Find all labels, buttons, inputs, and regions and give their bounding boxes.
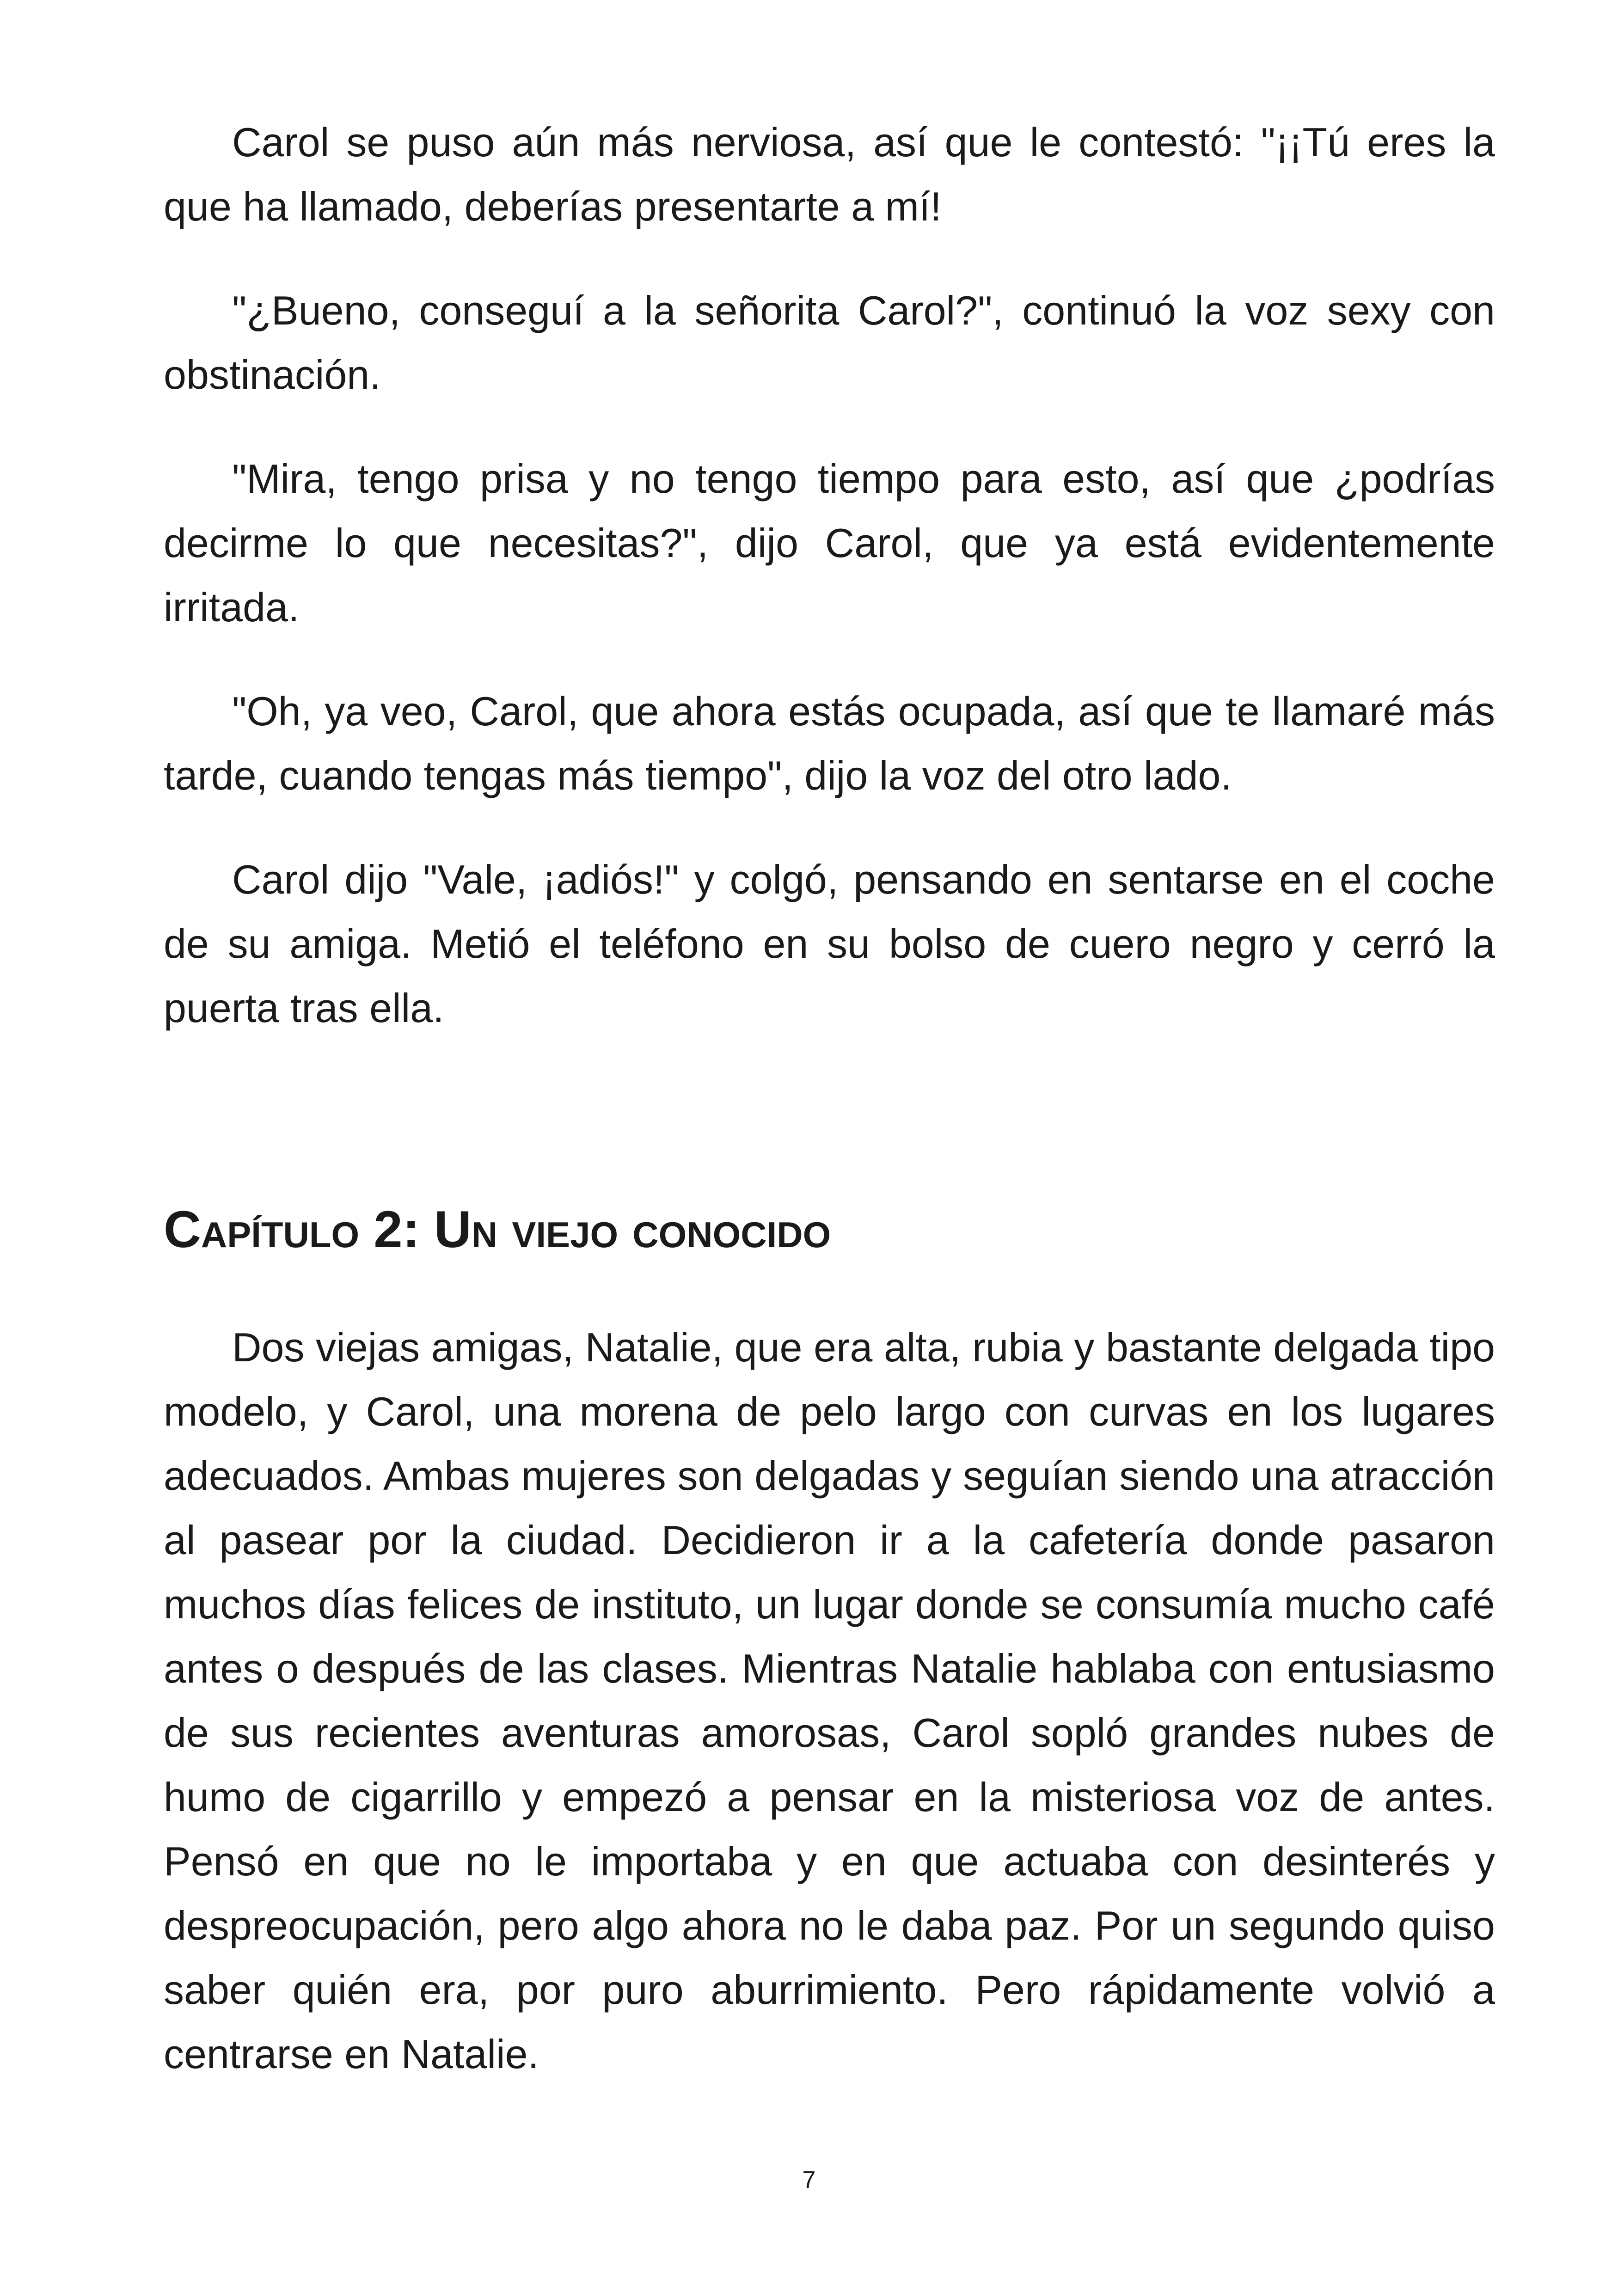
- chapter-paragraph: Dos viejas amigas, Natalie, que era alta, rubia y bastante delgada tipo modelo, y Carol, una morena de pelo largo con curvas en los lugares adecuados. Ambas mujeres son delgadas y seguían siendo una atracción al pasear por la ciudad. Decidieron ir a la cafetería donde pasaron muchos días felices de instituto, un lugar donde se consumía mucho café antes o después de las clases. Mientras Natalie hablaba con entusiasmo de sus recientes aventuras amorosas, Carol sopló grandes nubes de humo de cigarrillo y empezó a pensar en la misteriosa voz de antes. Pensó en que no le importaba y en que actuaba con desinterés y despreocupación, pero algo ahora no le daba paz. Por un segundo quiso saber quién era, por puro aburrimiento. Pero rápidamente volvió a centrarse en Natalie.: [164, 1324, 1495, 2077]
- page-number: 7: [802, 2167, 816, 2193]
- paragraph: Carol dijo "Vale, ¡adiós!" y colgó, pensando en sentarse en el coche de su amiga. Metió el teléfono en su bolso de cuero negro y cerró la puerta tras ella.: [164, 857, 1495, 1031]
- paragraph: "Oh, ya veo, Carol, que ahora estás ocupada, así que te llamaré más tarde, cuando tengas más tiempo", dijo la voz del otro lado.: [164, 688, 1495, 798]
- chapter-heading: Capítulo 2: Un viejo conocido: [164, 1200, 831, 1258]
- paragraph: "¿Bueno, conseguí a la señorita Carol?", continuó la voz sexy con obstinación.: [164, 288, 1495, 398]
- paragraph: Carol se puso aún más nerviosa, así que le contestó: "¡¡Tú eres la que ha llamado, deberías presentarte a mí!: [164, 119, 1495, 229]
- paragraph: "Mira, tengo prisa y no tengo tiempo para esto, así que ¿podrías decirme lo que necesitas?", dijo Carol, que ya está evidentemente irritada.: [164, 456, 1495, 630]
